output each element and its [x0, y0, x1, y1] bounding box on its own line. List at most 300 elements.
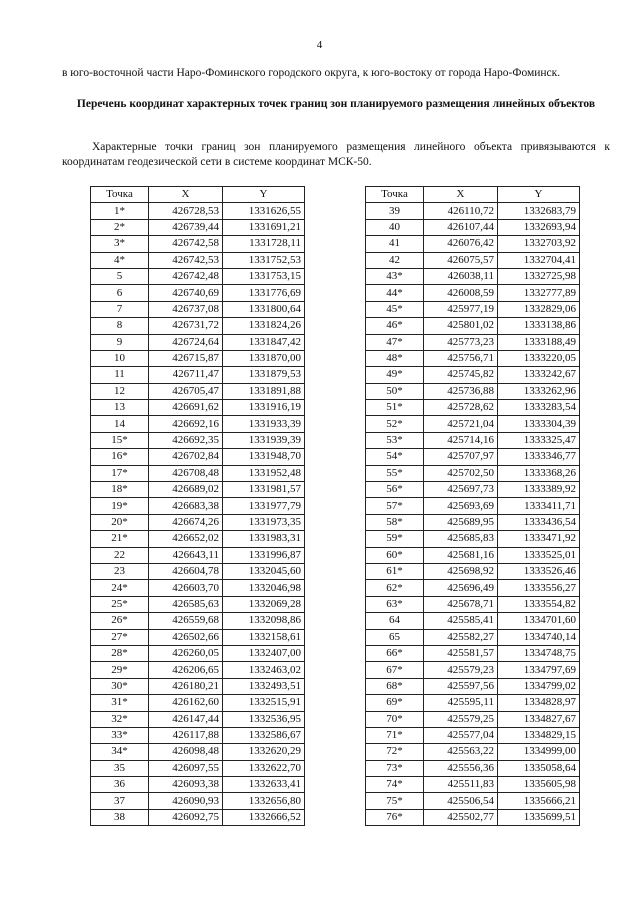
- x-cell: 425585,41: [424, 613, 498, 629]
- y-cell: 1331996,87: [223, 547, 305, 563]
- table-row: [91, 252, 305, 268]
- table-row: [366, 236, 580, 252]
- x-cell: 425693,69: [424, 498, 498, 514]
- y-cell: 1334740,14: [498, 629, 580, 645]
- table-row: [366, 268, 580, 284]
- point-cell: 19*: [91, 498, 149, 514]
- y-cell: 1331983,31: [223, 531, 305, 547]
- y-cell: 1333242,67: [498, 367, 580, 383]
- point-cell: 15*: [91, 432, 149, 448]
- y-cell: 1332158,61: [223, 629, 305, 645]
- point-cell: 5: [91, 268, 149, 284]
- y-cell: 1334797,69: [498, 662, 580, 678]
- x-cell: 425707,97: [424, 449, 498, 465]
- point-cell: 24*: [91, 580, 149, 596]
- point-cell: 25*: [91, 596, 149, 612]
- table-row: [366, 645, 580, 661]
- point-cell: 68*: [366, 678, 424, 694]
- table-row: [366, 432, 580, 448]
- y-cell: 1331847,42: [223, 334, 305, 350]
- table-row: [91, 482, 305, 498]
- point-cell: 37: [91, 793, 149, 809]
- point-cell: 45*: [366, 301, 424, 317]
- x-cell: 425506,54: [424, 793, 498, 809]
- x-cell: 426689,02: [149, 482, 223, 498]
- x-cell: 426603,70: [149, 580, 223, 596]
- table-row: [91, 318, 305, 334]
- y-cell: 1331824,26: [223, 318, 305, 334]
- point-cell: 48*: [366, 350, 424, 366]
- point-cell: 53*: [366, 432, 424, 448]
- table-row: [366, 678, 580, 694]
- y-cell: 1331870,00: [223, 350, 305, 366]
- x-cell: 426724,64: [149, 334, 223, 350]
- y-cell: 1332683,79: [498, 203, 580, 219]
- point-cell: 49*: [366, 367, 424, 383]
- y-cell: 1332666,52: [223, 809, 305, 825]
- point-cell: 27*: [91, 629, 149, 645]
- table-row: [91, 596, 305, 612]
- table-row: [366, 596, 580, 612]
- table-row: [366, 252, 580, 268]
- table-row: [91, 514, 305, 530]
- x-cell: 425773,23: [424, 334, 498, 350]
- y-cell: 1335605,98: [498, 777, 580, 793]
- y-cell: 1333220,05: [498, 350, 580, 366]
- y-cell: 1334829,15: [498, 727, 580, 743]
- x-cell: 426585,63: [149, 596, 223, 612]
- x-cell: 425714,16: [424, 432, 498, 448]
- y-cell: 1331753,15: [223, 268, 305, 284]
- table-row: [91, 465, 305, 481]
- y-cell: 1332536,95: [223, 711, 305, 727]
- table-row: [366, 334, 580, 350]
- table-row: [366, 449, 580, 465]
- point-cell: 55*: [366, 465, 424, 481]
- y-cell: 1333283,54: [498, 400, 580, 416]
- continuation-paragraph: в юго-восточной части Наро-Фоминского городского округа, к юго-востоку от города Наро-Фоминск.: [62, 67, 561, 79]
- point-cell: 16*: [91, 449, 149, 465]
- x-cell: 426708,48: [149, 465, 223, 481]
- point-cell: 71*: [366, 727, 424, 743]
- point-cell: 51*: [366, 400, 424, 416]
- table-row: [91, 367, 305, 383]
- point-cell: 28*: [91, 645, 149, 661]
- point-cell: 69*: [366, 695, 424, 711]
- point-cell: 39: [366, 203, 424, 219]
- x-cell: 425579,25: [424, 711, 498, 727]
- table-row: [366, 350, 580, 366]
- point-cell: 38: [91, 809, 149, 825]
- point-cell: 70*: [366, 711, 424, 727]
- table-row: [366, 629, 580, 645]
- coordinates-table-left: [90, 186, 305, 826]
- header-x: X: [149, 187, 223, 203]
- y-cell: 1333368,26: [498, 465, 580, 481]
- y-cell: 1333346,77: [498, 449, 580, 465]
- x-cell: 426674,26: [149, 514, 223, 530]
- table-row: [366, 416, 580, 432]
- y-cell: 1332069,28: [223, 596, 305, 612]
- header-point: Точка: [91, 187, 149, 203]
- y-cell: 1331879,53: [223, 367, 305, 383]
- section-heading: Перечень координат характерных точек границ зон планируемого размещения линейных объектов: [76, 98, 596, 110]
- table-row: [91, 727, 305, 743]
- table-row: [91, 809, 305, 825]
- point-cell: 13: [91, 400, 149, 416]
- x-cell: 426162,60: [149, 695, 223, 711]
- x-cell: 425689,95: [424, 514, 498, 530]
- point-cell: 31*: [91, 695, 149, 711]
- x-cell: 425685,83: [424, 531, 498, 547]
- table-row: [366, 662, 580, 678]
- point-cell: 40: [366, 219, 424, 235]
- table-row: [91, 695, 305, 711]
- y-cell: 1331939,39: [223, 432, 305, 448]
- point-cell: 63*: [366, 596, 424, 612]
- point-cell: 17*: [91, 465, 149, 481]
- point-cell: 75*: [366, 793, 424, 809]
- point-cell: 7: [91, 301, 149, 317]
- x-cell: 426728,53: [149, 203, 223, 219]
- x-cell: 426715,87: [149, 350, 223, 366]
- table-row: [366, 777, 580, 793]
- y-cell: 1332407,00: [223, 645, 305, 661]
- table-row: [91, 711, 305, 727]
- table-row: [91, 301, 305, 317]
- y-cell: 1332704,41: [498, 252, 580, 268]
- point-cell: 66*: [366, 645, 424, 661]
- table-row: [366, 318, 580, 334]
- y-cell: 1333525,01: [498, 547, 580, 563]
- x-cell: 425736,88: [424, 383, 498, 399]
- x-cell: 425977,19: [424, 301, 498, 317]
- x-cell: 426076,42: [424, 236, 498, 252]
- point-cell: 29*: [91, 662, 149, 678]
- x-cell: 426739,44: [149, 219, 223, 235]
- x-cell: 426643,11: [149, 547, 223, 563]
- table-row: [366, 514, 580, 530]
- point-cell: 44*: [366, 285, 424, 301]
- x-cell: 425511,83: [424, 777, 498, 793]
- table-row: [91, 580, 305, 596]
- point-cell: 65: [366, 629, 424, 645]
- x-cell: 426502,66: [149, 629, 223, 645]
- y-cell: 1331776,69: [223, 285, 305, 301]
- point-cell: 47*: [366, 334, 424, 350]
- header-y: Y: [223, 187, 305, 203]
- x-cell: 425597,56: [424, 678, 498, 694]
- y-cell: 1332633,41: [223, 777, 305, 793]
- table-row: [91, 793, 305, 809]
- y-cell: 1331891,88: [223, 383, 305, 399]
- x-cell: 426740,69: [149, 285, 223, 301]
- table-row: [91, 383, 305, 399]
- table-row: [366, 613, 580, 629]
- x-cell: 426691,62: [149, 400, 223, 416]
- table-row: [91, 268, 305, 284]
- point-cell: 3*: [91, 236, 149, 252]
- y-cell: 1331977,79: [223, 498, 305, 514]
- point-cell: 50*: [366, 383, 424, 399]
- x-cell: 426147,44: [149, 711, 223, 727]
- table-row: [366, 465, 580, 481]
- table-row: [366, 580, 580, 596]
- y-cell: 1331626,55: [223, 203, 305, 219]
- table-row: [91, 400, 305, 416]
- y-cell: 1331728,11: [223, 236, 305, 252]
- point-cell: 11: [91, 367, 149, 383]
- table-row: [366, 727, 580, 743]
- y-cell: 1331800,64: [223, 301, 305, 317]
- table-row: [91, 645, 305, 661]
- x-cell: 425502,77: [424, 809, 498, 825]
- point-cell: 60*: [366, 547, 424, 563]
- table-header-row: [91, 187, 305, 203]
- y-cell: 1331981,57: [223, 482, 305, 498]
- y-cell: 1332098,86: [223, 613, 305, 629]
- x-cell: 425721,04: [424, 416, 498, 432]
- x-cell: 426737,08: [149, 301, 223, 317]
- table-row: [366, 563, 580, 579]
- x-cell: 425678,71: [424, 596, 498, 612]
- point-cell: 26*: [91, 613, 149, 629]
- x-cell: 426559,68: [149, 613, 223, 629]
- x-cell: 426260,05: [149, 645, 223, 661]
- table-row: [91, 547, 305, 563]
- x-cell: 426098,48: [149, 744, 223, 760]
- x-cell: 426092,75: [149, 809, 223, 825]
- y-cell: 1332493,51: [223, 678, 305, 694]
- y-cell: 1334799,02: [498, 678, 580, 694]
- x-cell: 426604,78: [149, 563, 223, 579]
- point-cell: 22: [91, 547, 149, 563]
- point-cell: 36: [91, 777, 149, 793]
- table-row: [91, 236, 305, 252]
- table-row: [91, 629, 305, 645]
- table-row: [91, 285, 305, 301]
- point-cell: 46*: [366, 318, 424, 334]
- x-cell: 426711,47: [149, 367, 223, 383]
- y-cell: 1333389,92: [498, 482, 580, 498]
- y-cell: 1334828,97: [498, 695, 580, 711]
- y-cell: 1332703,92: [498, 236, 580, 252]
- point-cell: 52*: [366, 416, 424, 432]
- point-cell: 76*: [366, 809, 424, 825]
- x-cell: 426097,55: [149, 760, 223, 776]
- x-cell: 426692,16: [149, 416, 223, 432]
- point-cell: 67*: [366, 662, 424, 678]
- x-cell: 425556,36: [424, 760, 498, 776]
- table-row: [366, 498, 580, 514]
- x-cell: 425801,02: [424, 318, 498, 334]
- point-cell: 57*: [366, 498, 424, 514]
- y-cell: 1331916,19: [223, 400, 305, 416]
- x-cell: 425728,62: [424, 400, 498, 416]
- x-cell: 426093,38: [149, 777, 223, 793]
- point-cell: 62*: [366, 580, 424, 596]
- y-cell: 1335699,51: [498, 809, 580, 825]
- x-cell: 426107,44: [424, 219, 498, 235]
- header-y: Y: [498, 187, 580, 203]
- x-cell: 426652,02: [149, 531, 223, 547]
- y-cell: 1333304,39: [498, 416, 580, 432]
- x-cell: 426180,21: [149, 678, 223, 694]
- x-cell: 425756,71: [424, 350, 498, 366]
- page-number: 4: [316, 39, 323, 51]
- y-cell: 1331933,39: [223, 416, 305, 432]
- x-cell: 426683,38: [149, 498, 223, 514]
- point-cell: 54*: [366, 449, 424, 465]
- header-x: X: [424, 187, 498, 203]
- y-cell: 1333526,46: [498, 563, 580, 579]
- point-cell: 6: [91, 285, 149, 301]
- x-cell: 425582,27: [424, 629, 498, 645]
- point-cell: 74*: [366, 777, 424, 793]
- table-row: [366, 793, 580, 809]
- table-row: [366, 547, 580, 563]
- y-cell: 1333436,54: [498, 514, 580, 530]
- point-cell: 73*: [366, 760, 424, 776]
- point-cell: 32*: [91, 711, 149, 727]
- x-cell: 425579,23: [424, 662, 498, 678]
- point-cell: 10: [91, 350, 149, 366]
- intro-paragraph: Характерные точки границ зон планируемого размещения линейного объекта привязываются к координатам геодезической сети в системе координат МСК-50.: [62, 141, 610, 168]
- table-row: [91, 203, 305, 219]
- x-cell: 425702,50: [424, 465, 498, 481]
- y-cell: 1334827,67: [498, 711, 580, 727]
- table-row: [91, 449, 305, 465]
- x-cell: 426008,59: [424, 285, 498, 301]
- y-cell: 1335058,64: [498, 760, 580, 776]
- x-cell: 426742,58: [149, 236, 223, 252]
- point-cell: 20*: [91, 514, 149, 530]
- y-cell: 1331948,70: [223, 449, 305, 465]
- y-cell: 1332693,94: [498, 219, 580, 235]
- point-cell: 14: [91, 416, 149, 432]
- y-cell: 1332829,06: [498, 301, 580, 317]
- y-cell: 1333411,71: [498, 498, 580, 514]
- point-cell: 59*: [366, 531, 424, 547]
- x-cell: 425577,04: [424, 727, 498, 743]
- x-cell: 426038,11: [424, 268, 498, 284]
- y-cell: 1331952,48: [223, 465, 305, 481]
- point-cell: 42: [366, 252, 424, 268]
- point-cell: 41: [366, 236, 424, 252]
- table-row: [366, 301, 580, 317]
- table-row: [366, 203, 580, 219]
- table-row: [366, 285, 580, 301]
- point-cell: 23: [91, 563, 149, 579]
- point-cell: 8: [91, 318, 149, 334]
- x-cell: 425581,57: [424, 645, 498, 661]
- point-cell: 58*: [366, 514, 424, 530]
- point-cell: 56*: [366, 482, 424, 498]
- x-cell: 426075,57: [424, 252, 498, 268]
- x-cell: 425745,82: [424, 367, 498, 383]
- x-cell: 426731,72: [149, 318, 223, 334]
- y-cell: 1332622,70: [223, 760, 305, 776]
- y-cell: 1334748,75: [498, 645, 580, 661]
- table-row: [366, 809, 580, 825]
- table-row: [366, 711, 580, 727]
- y-cell: 1332045,60: [223, 563, 305, 579]
- coordinates-table-right: [365, 186, 580, 826]
- point-cell: 18*: [91, 482, 149, 498]
- y-cell: 1333188,49: [498, 334, 580, 350]
- y-cell: 1333556,27: [498, 580, 580, 596]
- y-cell: 1335666,21: [498, 793, 580, 809]
- table-row: [91, 760, 305, 776]
- table-row: [91, 662, 305, 678]
- point-cell: 43*: [366, 268, 424, 284]
- point-cell: 4*: [91, 252, 149, 268]
- table-header-row: [366, 187, 580, 203]
- y-cell: 1333138,86: [498, 318, 580, 334]
- x-cell: 426110,72: [424, 203, 498, 219]
- x-cell: 425698,92: [424, 563, 498, 579]
- y-cell: 1331691,21: [223, 219, 305, 235]
- y-cell: 1333325,47: [498, 432, 580, 448]
- point-cell: 64: [366, 613, 424, 629]
- table-row: [91, 219, 305, 235]
- table-row: [91, 498, 305, 514]
- point-cell: 21*: [91, 531, 149, 547]
- point-cell: 1*: [91, 203, 149, 219]
- x-cell: 426742,48: [149, 268, 223, 284]
- y-cell: 1332620,29: [223, 744, 305, 760]
- table-row: [366, 219, 580, 235]
- x-cell: 426702,84: [149, 449, 223, 465]
- x-cell: 426705,47: [149, 383, 223, 399]
- y-cell: 1332515,91: [223, 695, 305, 711]
- y-cell: 1333554,82: [498, 596, 580, 612]
- y-cell: 1334701,60: [498, 613, 580, 629]
- y-cell: 1332777,89: [498, 285, 580, 301]
- x-cell: 426090,93: [149, 793, 223, 809]
- y-cell: 1332725,98: [498, 268, 580, 284]
- table-row: [91, 334, 305, 350]
- table-row: [366, 367, 580, 383]
- point-cell: 30*: [91, 678, 149, 694]
- point-cell: 12: [91, 383, 149, 399]
- y-cell: 1332656,80: [223, 793, 305, 809]
- table-row: [91, 563, 305, 579]
- table-row: [91, 416, 305, 432]
- x-cell: 426206,65: [149, 662, 223, 678]
- y-cell: 1331973,35: [223, 514, 305, 530]
- x-cell: 425696,49: [424, 580, 498, 596]
- y-cell: 1332463,02: [223, 662, 305, 678]
- x-cell: 426742,53: [149, 252, 223, 268]
- table-row: [91, 432, 305, 448]
- table-row: [366, 760, 580, 776]
- table-row: [366, 383, 580, 399]
- y-cell: 1334999,00: [498, 744, 580, 760]
- table-row: [91, 777, 305, 793]
- table-row: [366, 744, 580, 760]
- header-point: Точка: [366, 187, 424, 203]
- x-cell: 425681,16: [424, 547, 498, 563]
- point-cell: 35: [91, 760, 149, 776]
- point-cell: 34*: [91, 744, 149, 760]
- x-cell: 425697,73: [424, 482, 498, 498]
- point-cell: 61*: [366, 563, 424, 579]
- point-cell: 9: [91, 334, 149, 350]
- y-cell: 1333471,92: [498, 531, 580, 547]
- table-row: [91, 744, 305, 760]
- table-row: [366, 531, 580, 547]
